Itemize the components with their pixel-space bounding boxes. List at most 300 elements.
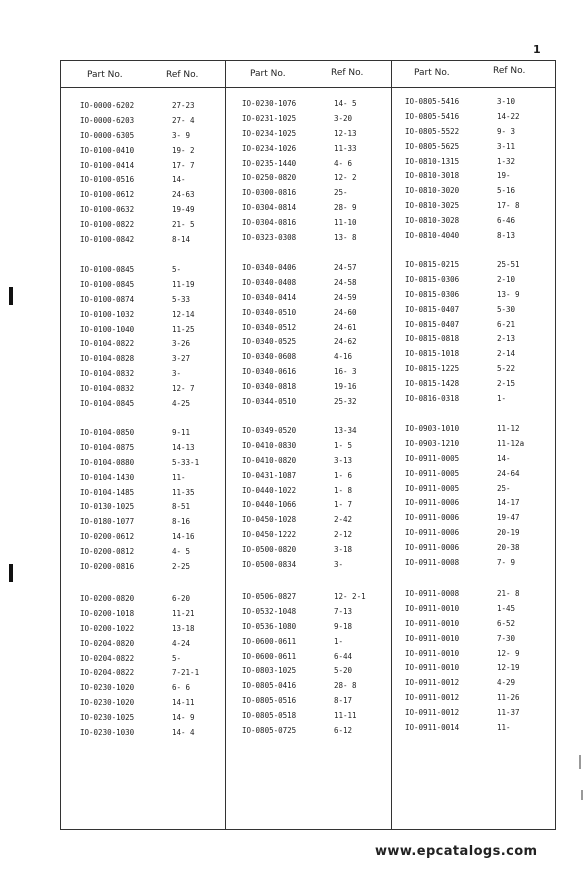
table-row <box>242 439 402 454</box>
table-row <box>242 321 402 336</box>
ref-number: 14-22 <box>497 111 520 121</box>
ref-number: 1-32 <box>497 156 516 166</box>
part-number: IO-0815-0306 <box>405 289 460 299</box>
part-number: IO-0815-0407 <box>405 304 460 314</box>
part-number: IO-0810-3025 <box>405 201 460 211</box>
ref-number: 5- <box>172 265 182 274</box>
part-number: IO-0903-1210 <box>405 438 460 448</box>
table-row <box>405 95 565 110</box>
part-number: IO-0250-0820 <box>242 173 297 183</box>
table-row <box>405 169 565 184</box>
part-number: IO-0810-3018 <box>405 171 460 181</box>
table-row <box>242 484 402 499</box>
part-number: IO-0204-0820 <box>80 638 135 648</box>
table-row <box>242 112 402 127</box>
ref-number: 19-16 <box>334 382 357 392</box>
ref-number: 4-25 <box>172 399 191 409</box>
table-row <box>80 592 240 607</box>
part-number: IO-0805-5416 <box>405 97 460 106</box>
part-number: IO-0100-0845 <box>80 279 135 289</box>
table-row <box>242 605 402 620</box>
ref-number: 8-17 <box>334 696 353 706</box>
ref-number: 2-25 <box>172 562 191 572</box>
part-number: IO-0805-0518 <box>242 711 297 721</box>
part-number: IO-0230-1076 <box>242 99 297 108</box>
ref-number: 2-13 <box>497 334 516 344</box>
ref-number: 11-37 <box>497 708 520 718</box>
part-number: IO-0911-0010 <box>405 663 460 673</box>
part-number: IO-0911-0010 <box>405 648 460 658</box>
table-row <box>242 97 402 112</box>
table-row <box>80 203 240 218</box>
ref-number: 11- <box>172 472 186 482</box>
ref-number: 14-11 <box>172 698 195 708</box>
table-row <box>405 362 565 377</box>
table-row <box>242 424 402 439</box>
part-number: IO-0810-4040 <box>405 231 460 241</box>
binding-mark <box>9 287 13 305</box>
ref-number: 8-51 <box>172 502 191 512</box>
part-number: IO-0506-0827 <box>242 592 297 601</box>
part-number: IO-0104-0880 <box>80 457 135 467</box>
part-number: IO-0340-0406 <box>242 263 297 272</box>
ref-number: 21- 8 <box>497 589 520 598</box>
ref-number: 24-64 <box>497 468 520 478</box>
ref-number: 1- 8 <box>334 485 353 495</box>
part-number: IO-0104-0875 <box>80 442 135 452</box>
part-number: IO-0200-0612 <box>80 532 135 542</box>
ref-number: 12- 9 <box>497 648 520 658</box>
ref-number: 3-13 <box>334 455 353 465</box>
part-number: IO-0231-1025 <box>242 113 297 123</box>
ref-number: 14- 4 <box>172 728 195 738</box>
part-number: IO-0911-0010 <box>405 633 460 643</box>
table-row <box>242 171 402 186</box>
ref-number: 4-16 <box>334 352 353 362</box>
table-row <box>80 173 240 188</box>
ref-number: 28- 8 <box>334 681 357 691</box>
table-row <box>80 515 240 530</box>
table-row <box>242 635 402 650</box>
part-number: IO-0000-6305 <box>80 130 135 140</box>
table-row <box>242 709 402 724</box>
part-no-header: Part No. <box>250 69 286 79</box>
part-number: IO-0340-0818 <box>242 382 297 392</box>
table-row <box>242 350 402 365</box>
ref-number: 14- 9 <box>172 713 195 723</box>
part-number: IO-0340-0608 <box>242 352 297 362</box>
part-number: IO-0816-0318 <box>405 394 460 404</box>
part-number: IO-0500-0834 <box>242 560 297 570</box>
table-row <box>405 602 565 617</box>
table-row <box>405 587 565 602</box>
header-rule <box>60 87 556 88</box>
table-row <box>80 367 240 382</box>
table-row <box>80 293 240 308</box>
part-number: IO-0104-0832 <box>80 369 135 379</box>
table-row <box>80 471 240 486</box>
edge-mark <box>579 755 581 769</box>
table-row <box>405 721 565 736</box>
part-number: IO-0911-0005 <box>405 453 460 463</box>
ref-number: 19- 2 <box>172 145 195 155</box>
parts-group <box>242 424 402 573</box>
table-row <box>405 199 565 214</box>
part-number: IO-0304-0814 <box>242 203 297 213</box>
part-number: IO-0911-0014 <box>405 723 460 733</box>
part-number: IO-0815-0215 <box>405 260 460 269</box>
table-row <box>242 380 402 395</box>
ref-no-header: Ref No. <box>166 70 199 80</box>
ref-number: 4- 5 <box>172 547 191 557</box>
ref-number: 11-19 <box>172 279 195 289</box>
ref-number: 6-46 <box>497 216 516 226</box>
table-row <box>405 258 565 273</box>
part-number: IO-0104-0845 <box>80 399 135 409</box>
ref-number: 12- 2 <box>334 173 357 183</box>
ref-number: 17- 7 <box>172 160 195 170</box>
ref-number: 13-18 <box>172 623 195 633</box>
ref-number: 3- 9 <box>172 130 191 140</box>
ref-number: 14-17 <box>497 498 520 508</box>
table-row <box>242 620 402 635</box>
table-row <box>80 218 240 233</box>
ref-number: 3-11 <box>497 141 516 151</box>
table-row <box>80 308 240 323</box>
ref-number: 25-32 <box>334 397 357 407</box>
part-number: IO-0450-1222 <box>242 530 297 540</box>
table-row <box>80 681 240 696</box>
part-number: IO-0100-0822 <box>80 220 135 230</box>
ref-number: 24-58 <box>334 277 357 287</box>
ref-number: 7- 9 <box>497 558 516 568</box>
table-row <box>405 422 565 437</box>
ref-number: 24-57 <box>334 263 357 272</box>
table-row <box>80 278 240 293</box>
parts-group <box>242 590 402 739</box>
part-number: IO-0600-0611 <box>242 651 297 661</box>
ref-number: 11-12a <box>497 438 525 448</box>
table-row <box>405 140 565 155</box>
part-number: IO-0104-0850 <box>80 428 135 437</box>
part-number: IO-0410-0820 <box>242 455 297 465</box>
table-row <box>405 691 565 706</box>
parts-group <box>80 263 240 412</box>
part-number: IO-0340-0525 <box>242 337 297 347</box>
ref-number: 11-11 <box>334 711 357 721</box>
ref-number: 11-33 <box>334 143 357 153</box>
table-row <box>405 647 565 662</box>
parts-group <box>405 258 565 407</box>
ref-number: 19- <box>497 171 511 181</box>
part-number: IO-0805-0725 <box>242 726 297 736</box>
ref-number: 27- 4 <box>172 115 195 125</box>
ref-number: 3-26 <box>172 339 191 349</box>
ref-number: 24-60 <box>334 307 357 317</box>
table-row <box>405 155 565 170</box>
part-number: IO-0805-0516 <box>242 696 297 706</box>
ref-number: 16- 3 <box>334 367 357 377</box>
ref-number: 2-42 <box>334 515 353 525</box>
part-number: IO-0815-0818 <box>405 334 460 344</box>
part-number: IO-0200-0816 <box>80 562 135 572</box>
part-number: IO-0100-1040 <box>80 324 135 334</box>
part-number: IO-0340-0616 <box>242 367 297 377</box>
table-row <box>242 335 402 350</box>
footer-url[interactable]: www.epcatalogs.com <box>375 844 538 859</box>
part-number: IO-0911-0008 <box>405 558 460 568</box>
part-number: IO-0340-0414 <box>242 292 297 302</box>
part-number: IO-0340-0512 <box>242 322 297 332</box>
ref-number: 24-61 <box>334 322 357 332</box>
ref-number: 14- <box>172 175 186 185</box>
ref-number: 4- 6 <box>334 158 353 168</box>
table-row <box>80 426 240 441</box>
ref-number: 25- <box>497 483 511 493</box>
part-number: IO-0100-1032 <box>80 309 135 319</box>
ref-number: 3-27 <box>172 354 191 364</box>
part-number: IO-0230-1020 <box>80 698 135 708</box>
ref-number: 19-47 <box>497 513 520 523</box>
part-number: IO-0235-1440 <box>242 158 297 168</box>
ref-number: 4-24 <box>172 638 191 648</box>
ref-number: 5-30 <box>497 304 516 314</box>
ref-number: 7-13 <box>334 606 353 616</box>
table-row <box>405 377 565 392</box>
ref-number: 24-63 <box>172 190 195 200</box>
table-row <box>242 454 402 469</box>
part-number: IO-0344-0510 <box>242 397 297 407</box>
ref-number: 5-33 <box>172 294 191 304</box>
table-row <box>242 650 402 665</box>
ref-number: 13-34 <box>334 426 357 435</box>
table-row <box>242 142 402 157</box>
ref-number: 12- 7 <box>172 384 195 394</box>
part-number: IO-0532-1048 <box>242 606 297 616</box>
table-row <box>80 99 240 114</box>
ref-number: 12-19 <box>497 663 520 673</box>
part-number: IO-0410-0830 <box>242 440 297 450</box>
part-number: IO-0911-0005 <box>405 483 460 493</box>
table-row <box>80 263 240 278</box>
part-number: IO-0180-1077 <box>80 517 135 527</box>
table-row <box>405 214 565 229</box>
ref-number: 3-20 <box>334 113 353 123</box>
part-number: IO-0130-1025 <box>80 502 135 512</box>
ref-number: 21- 5 <box>172 220 195 230</box>
table-row <box>242 513 402 528</box>
table-row <box>242 201 402 216</box>
part-number: IO-0805-5416 <box>405 111 460 121</box>
table-row <box>80 711 240 726</box>
table-row <box>242 724 402 739</box>
table-row <box>242 664 402 679</box>
part-number: IO-0200-1022 <box>80 623 135 633</box>
table-row <box>80 397 240 412</box>
part-number: IO-0536-1080 <box>242 621 297 631</box>
table-row <box>242 558 402 573</box>
table-row <box>405 632 565 647</box>
table-row <box>80 159 240 174</box>
table-row <box>80 696 240 711</box>
table-row <box>80 456 240 471</box>
ref-number: 11-25 <box>172 324 195 334</box>
part-number: IO-0440-1022 <box>242 485 297 495</box>
table-row <box>242 543 402 558</box>
parts-group <box>405 587 565 736</box>
table-row <box>405 347 565 362</box>
part-number: IO-0911-0010 <box>405 618 460 628</box>
part-number: IO-0911-0005 <box>405 468 460 478</box>
part-number: IO-0100-0414 <box>80 160 135 170</box>
part-number: IO-0810-3020 <box>405 186 460 196</box>
table-row <box>80 530 240 545</box>
table-row <box>405 496 565 511</box>
ref-number: 17- 8 <box>497 201 520 211</box>
ref-number: 11-35 <box>172 487 195 497</box>
table-row <box>405 661 565 676</box>
part-number: IO-0104-0832 <box>80 384 135 394</box>
ref-no-header: Ref No. <box>493 66 526 76</box>
table-row <box>405 556 565 571</box>
part-number: IO-0805-0416 <box>242 681 297 691</box>
table-row <box>242 291 402 306</box>
part-number: IO-0805-5522 <box>405 126 460 136</box>
table-row <box>80 637 240 652</box>
ref-number: 2-15 <box>497 379 516 389</box>
ref-number: 9-18 <box>334 621 353 631</box>
ref-number: 13- 9 <box>497 289 520 299</box>
page-number: 1 <box>533 43 541 56</box>
part-number: IO-0440-1066 <box>242 500 297 510</box>
table-row <box>405 617 565 632</box>
part-number: IO-0815-0407 <box>405 319 460 329</box>
part-number: IO-0340-0510 <box>242 307 297 317</box>
table-row <box>80 382 240 397</box>
ref-number: 11-12 <box>497 424 520 433</box>
part-number: IO-0903-1010 <box>405 424 460 433</box>
table-row <box>80 188 240 203</box>
part-number: IO-0230-1030 <box>80 728 135 738</box>
ref-number: 8-14 <box>172 235 191 245</box>
table-row <box>405 467 565 482</box>
table-row <box>405 452 565 467</box>
part-number: IO-0911-0006 <box>405 498 460 508</box>
table-row <box>80 233 240 248</box>
table-row <box>242 590 402 605</box>
table-row <box>80 622 240 637</box>
ref-number: 25-51 <box>497 260 520 269</box>
part-number: IO-0000-6202 <box>80 101 135 110</box>
table-row <box>405 110 565 125</box>
ref-number: 12- 2-1 <box>334 592 366 601</box>
table-row <box>242 469 402 484</box>
part-no-header: Part No. <box>87 70 123 80</box>
table-row <box>80 652 240 667</box>
part-number: IO-0911-0010 <box>405 603 460 613</box>
table-row <box>405 392 565 407</box>
table-row <box>405 511 565 526</box>
part-number: IO-0204-0822 <box>80 668 135 678</box>
table-row <box>242 216 402 231</box>
ref-number: 7-21-1 <box>172 668 200 678</box>
table-row <box>405 541 565 556</box>
table-row <box>80 545 240 560</box>
part-number: IO-0100-0845 <box>80 265 135 274</box>
table-row <box>242 498 402 513</box>
ref-number: 5-22 <box>497 364 516 374</box>
table-row <box>80 337 240 352</box>
ref-number: 5- <box>172 653 182 663</box>
table-row <box>242 395 402 410</box>
ref-number: 12-13 <box>334 128 357 138</box>
ref-number: 5-16 <box>497 186 516 196</box>
table-row <box>242 261 402 276</box>
ref-number: 4-29 <box>497 678 516 688</box>
table-row <box>80 323 240 338</box>
ref-number: 6-52 <box>497 618 516 628</box>
part-number: IO-0431-1087 <box>242 470 297 480</box>
part-number: IO-0911-0008 <box>405 589 460 598</box>
ref-number: 8-13 <box>497 231 516 241</box>
parts-group <box>242 97 402 246</box>
table-row <box>80 144 240 159</box>
ref-number: 2-14 <box>497 349 516 359</box>
ref-number: 25- <box>334 188 348 198</box>
part-number: IO-0815-0306 <box>405 274 460 284</box>
part-number: IO-0200-0820 <box>80 594 135 603</box>
part-number: IO-0200-1018 <box>80 608 135 618</box>
part-number: IO-0230-1020 <box>80 683 135 693</box>
ref-number: 1-45 <box>497 603 516 613</box>
part-number: IO-0600-0611 <box>242 636 297 646</box>
table-row <box>405 437 565 452</box>
part-number: IO-0810-1315 <box>405 156 460 166</box>
ref-number: 6-12 <box>334 726 353 736</box>
part-number: IO-0815-1225 <box>405 364 460 374</box>
parts-group <box>405 95 565 244</box>
part-number: IO-0100-0612 <box>80 190 135 200</box>
table-row <box>242 528 402 543</box>
ref-number: 28- 9 <box>334 203 357 213</box>
table-row <box>242 186 402 201</box>
table-row <box>80 441 240 456</box>
table-row <box>242 276 402 291</box>
ref-number: 11-21 <box>172 608 195 618</box>
table-row <box>405 482 565 497</box>
table-row <box>405 273 565 288</box>
ref-number: 3-10 <box>497 97 516 106</box>
part-number: IO-0204-0822 <box>80 653 135 663</box>
part-number: IO-0230-1025 <box>80 713 135 723</box>
parts-group <box>405 422 565 571</box>
parts-group <box>242 261 402 410</box>
part-number: IO-0234-1025 <box>242 128 297 138</box>
ref-number: 19-49 <box>172 205 195 215</box>
part-number: IO-0911-0006 <box>405 528 460 538</box>
ref-number: 1- 6 <box>334 470 353 480</box>
part-number: IO-0911-0006 <box>405 543 460 553</box>
table-row <box>80 666 240 681</box>
part-number: IO-0100-0516 <box>80 175 135 185</box>
part-no-header: Part No. <box>414 68 450 78</box>
ref-number: 11-10 <box>334 218 357 228</box>
ref-number: 2-10 <box>497 274 516 284</box>
table-row <box>80 114 240 129</box>
table-row <box>405 303 565 318</box>
ref-number: 5-20 <box>334 666 353 676</box>
ref-number: 9- 3 <box>497 126 516 136</box>
